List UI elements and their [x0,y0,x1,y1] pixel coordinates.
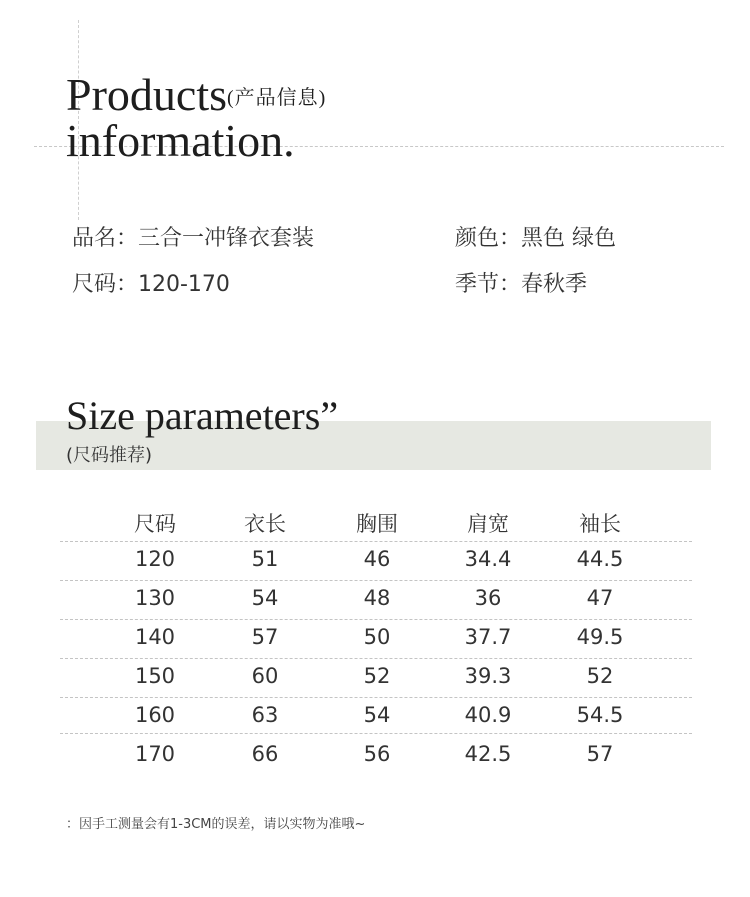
cell-shoulder: 37.7 [464,625,512,649]
size-recommend-subtitle: (尺码推荐) [66,445,153,466]
cell-length: 63 [251,703,279,727]
cell-length: 66 [251,742,279,766]
cell-shoulder: 40.9 [464,703,512,727]
row-divider [60,658,692,659]
measurement-note: ：因手工测量会有1-3CM的误差，请以实物为准哦~ [66,817,366,832]
cell-size: 120 [134,547,176,571]
cell-size: 160 [134,703,176,727]
information-title: information. [66,115,295,166]
cell-size: 140 [134,625,176,649]
cell-sleeve: 44.5 [576,547,624,571]
row-divider [60,697,692,698]
cell-shoulder: 39.3 [464,664,512,688]
cell-length: 60 [251,664,279,688]
row-divider [60,619,692,620]
color-info: 颜色：黑色 绿色 [455,226,616,251]
cell-shoulder: 42.5 [464,742,512,766]
row-divider [60,733,692,734]
cell-sleeve: 52 [586,664,614,688]
cell-size: 150 [134,664,176,688]
title-products-word: Products [66,69,227,120]
season-info: 季节：春秋季 [455,272,588,297]
cell-shoulder: 36 [474,586,502,610]
cell-length: 54 [251,586,279,610]
cell-chest: 48 [363,586,391,610]
cell-chest: 46 [363,547,391,571]
header-length: 衣长 [244,512,286,536]
header-shoulder: 肩宽 [467,512,509,536]
header-chest: 胸围 [356,512,398,536]
cell-sleeve: 47 [586,586,614,610]
cell-chest: 56 [363,742,391,766]
cell-sleeve: 49.5 [576,625,624,649]
cell-size: 170 [134,742,176,766]
product-name-info: 品名：三合一冲锋衣套装 [72,226,315,251]
size-range-info: 尺码：120-170 [72,272,230,297]
cell-size: 130 [134,586,176,610]
cell-shoulder: 34.4 [464,547,512,571]
cell-chest: 52 [363,664,391,688]
row-divider [60,580,692,581]
row-divider [60,541,692,542]
cell-sleeve: 54.5 [576,703,624,727]
cell-length: 57 [251,625,279,649]
cell-sleeve: 57 [586,742,614,766]
header-sleeve: 袖长 [579,512,621,536]
cell-chest: 50 [363,625,391,649]
header-size: 尺码 [134,512,176,536]
cell-length: 51 [251,547,279,571]
title-subtitle: (产品信息) [227,87,327,109]
cell-chest: 54 [363,703,391,727]
size-parameters-title: Size parameters” [66,393,339,438]
